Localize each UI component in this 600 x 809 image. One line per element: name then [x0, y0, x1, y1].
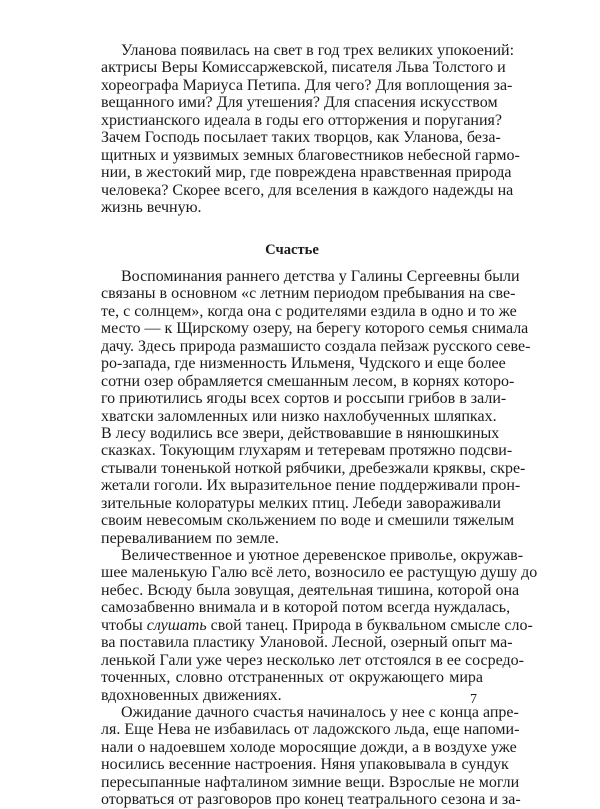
text-line: сотни озер обрамляется смешанным лесом, в корнях которо-	[101, 372, 515, 390]
text-line: ро-запада, где низменность Ильменя, Чудского и еще более	[101, 355, 506, 373]
text-line: место — к Щирскому озеру, на берегу которого семья снимала	[101, 320, 529, 338]
text-line: го приютились ягоды всех сортов и россыпи грибов в зали-	[101, 390, 507, 408]
text-line: зительные колоратуры мелких птиц. Лебеди завораживали	[101, 494, 501, 512]
text-line: точенных, словно отстраненных от окружающего мира	[101, 669, 483, 687]
text-line: Уланова появилась на свет в год трех великих упокоений:	[121, 42, 515, 59]
text-fragment: чтобы	[101, 616, 147, 634]
text-line: человека? Скорее всего, для вселения в каждого надежды на	[101, 181, 514, 199]
text-line: вещанного ими? Для утешения? Для спасения искусством	[101, 94, 498, 112]
text-line: вдохновенных движениях.	[101, 686, 282, 704]
section-heading: Счастье	[265, 242, 319, 258]
text-line: переваливанием по земле.	[101, 529, 279, 547]
text-line: хореографа Мариуса Петипа. Для чего? Для воплощения за-	[101, 76, 513, 94]
text-line: сказках. Токующим глухарям и тетеревам протяжно подсви-	[101, 442, 513, 460]
text-line: нали о надоевшем холоде моросящие дожди, а в воздухе уже	[101, 738, 517, 756]
emphasis-word: слушать	[146, 616, 207, 634]
text-line: ля. Еще Нева не избавилась от ладожского льда, еще напоми-	[101, 721, 520, 739]
text-line: Зачем Господь посылает таких творцов, как Уланова, беза-	[101, 129, 501, 147]
text-line: носились весенние настроения. Няня упаковывала в сундук	[101, 756, 509, 774]
text-line: дачу. Здесь природа размашисто создала пейзаж русского севе-	[101, 337, 531, 355]
text-line: хватски заломленных или низко нахлобученных шляпках.	[101, 407, 497, 425]
text-line: жизнь вечную.	[101, 198, 202, 216]
intro-paragraph	[101, 42, 520, 216]
text-line: пересыпанные нафталином зимние вещи. Взрослые не могли	[101, 773, 520, 791]
page-number: 7	[470, 692, 477, 707]
text-line: своим невесомым скольжением по воде и смешили тяжелым	[101, 512, 515, 530]
text-line: Величественное и уютное деревенское приволье, окружав-	[121, 547, 524, 564]
text-line: ва поставила пластику Улановой. Лесной, озерный опыт ма-	[101, 634, 513, 652]
text-line: жетали гоголи. Их выразительное пение поддерживали прон-	[101, 477, 521, 495]
text-line: те, с солнцем», когда она с родителями ездила в одно и то же	[101, 302, 517, 320]
text-line: связаны в основном «с летним периодом пребывания на све-	[101, 285, 516, 303]
text-line: христианского идеала в годы его отторжения и поругания?	[101, 111, 503, 129]
text-line: щитных и уязвимых земных благовестников небесной гармо-	[101, 146, 520, 164]
text-line: небес. Всюду была зовущая, деятельная тишина, которой она	[101, 581, 520, 599]
text-line: шее маленькую Галю всё лето, возносило ее растущую душу до	[101, 564, 538, 582]
text-line: нии, в жестокий мир, где повреждена нравственная природа	[101, 164, 512, 182]
text-line-with-emphasis	[101, 616, 533, 634]
text-line: стывали тоненькой ноткой рябчики, дребезжали кряквы, скре-	[101, 459, 526, 477]
text-line: Воспоминания раннего детства у Галины Сергеевны были	[121, 268, 520, 285]
text-fragment: свой танец. Природа в буквальном смысле сло-	[206, 616, 533, 634]
text-line: оторваться от разговоров про конец театрального сезона и за-	[101, 791, 521, 809]
text-line: Ожидание дачного счастья начиналось у нее с конца апре-	[121, 703, 519, 721]
text-line: актрисы Веры Комиссаржевской, писателя Льва Толстого и	[101, 59, 506, 77]
text-line: самозабвенно внимала и в которой потом всегда нуждалась,	[101, 599, 511, 617]
text-line: В лесу водились все звери, действовавшие в нянюшкиных	[101, 424, 500, 442]
text-line: ленькой Гали уже через несколько лет отстоялся в ее сосредо-	[101, 651, 524, 669]
main-text	[101, 268, 538, 809]
